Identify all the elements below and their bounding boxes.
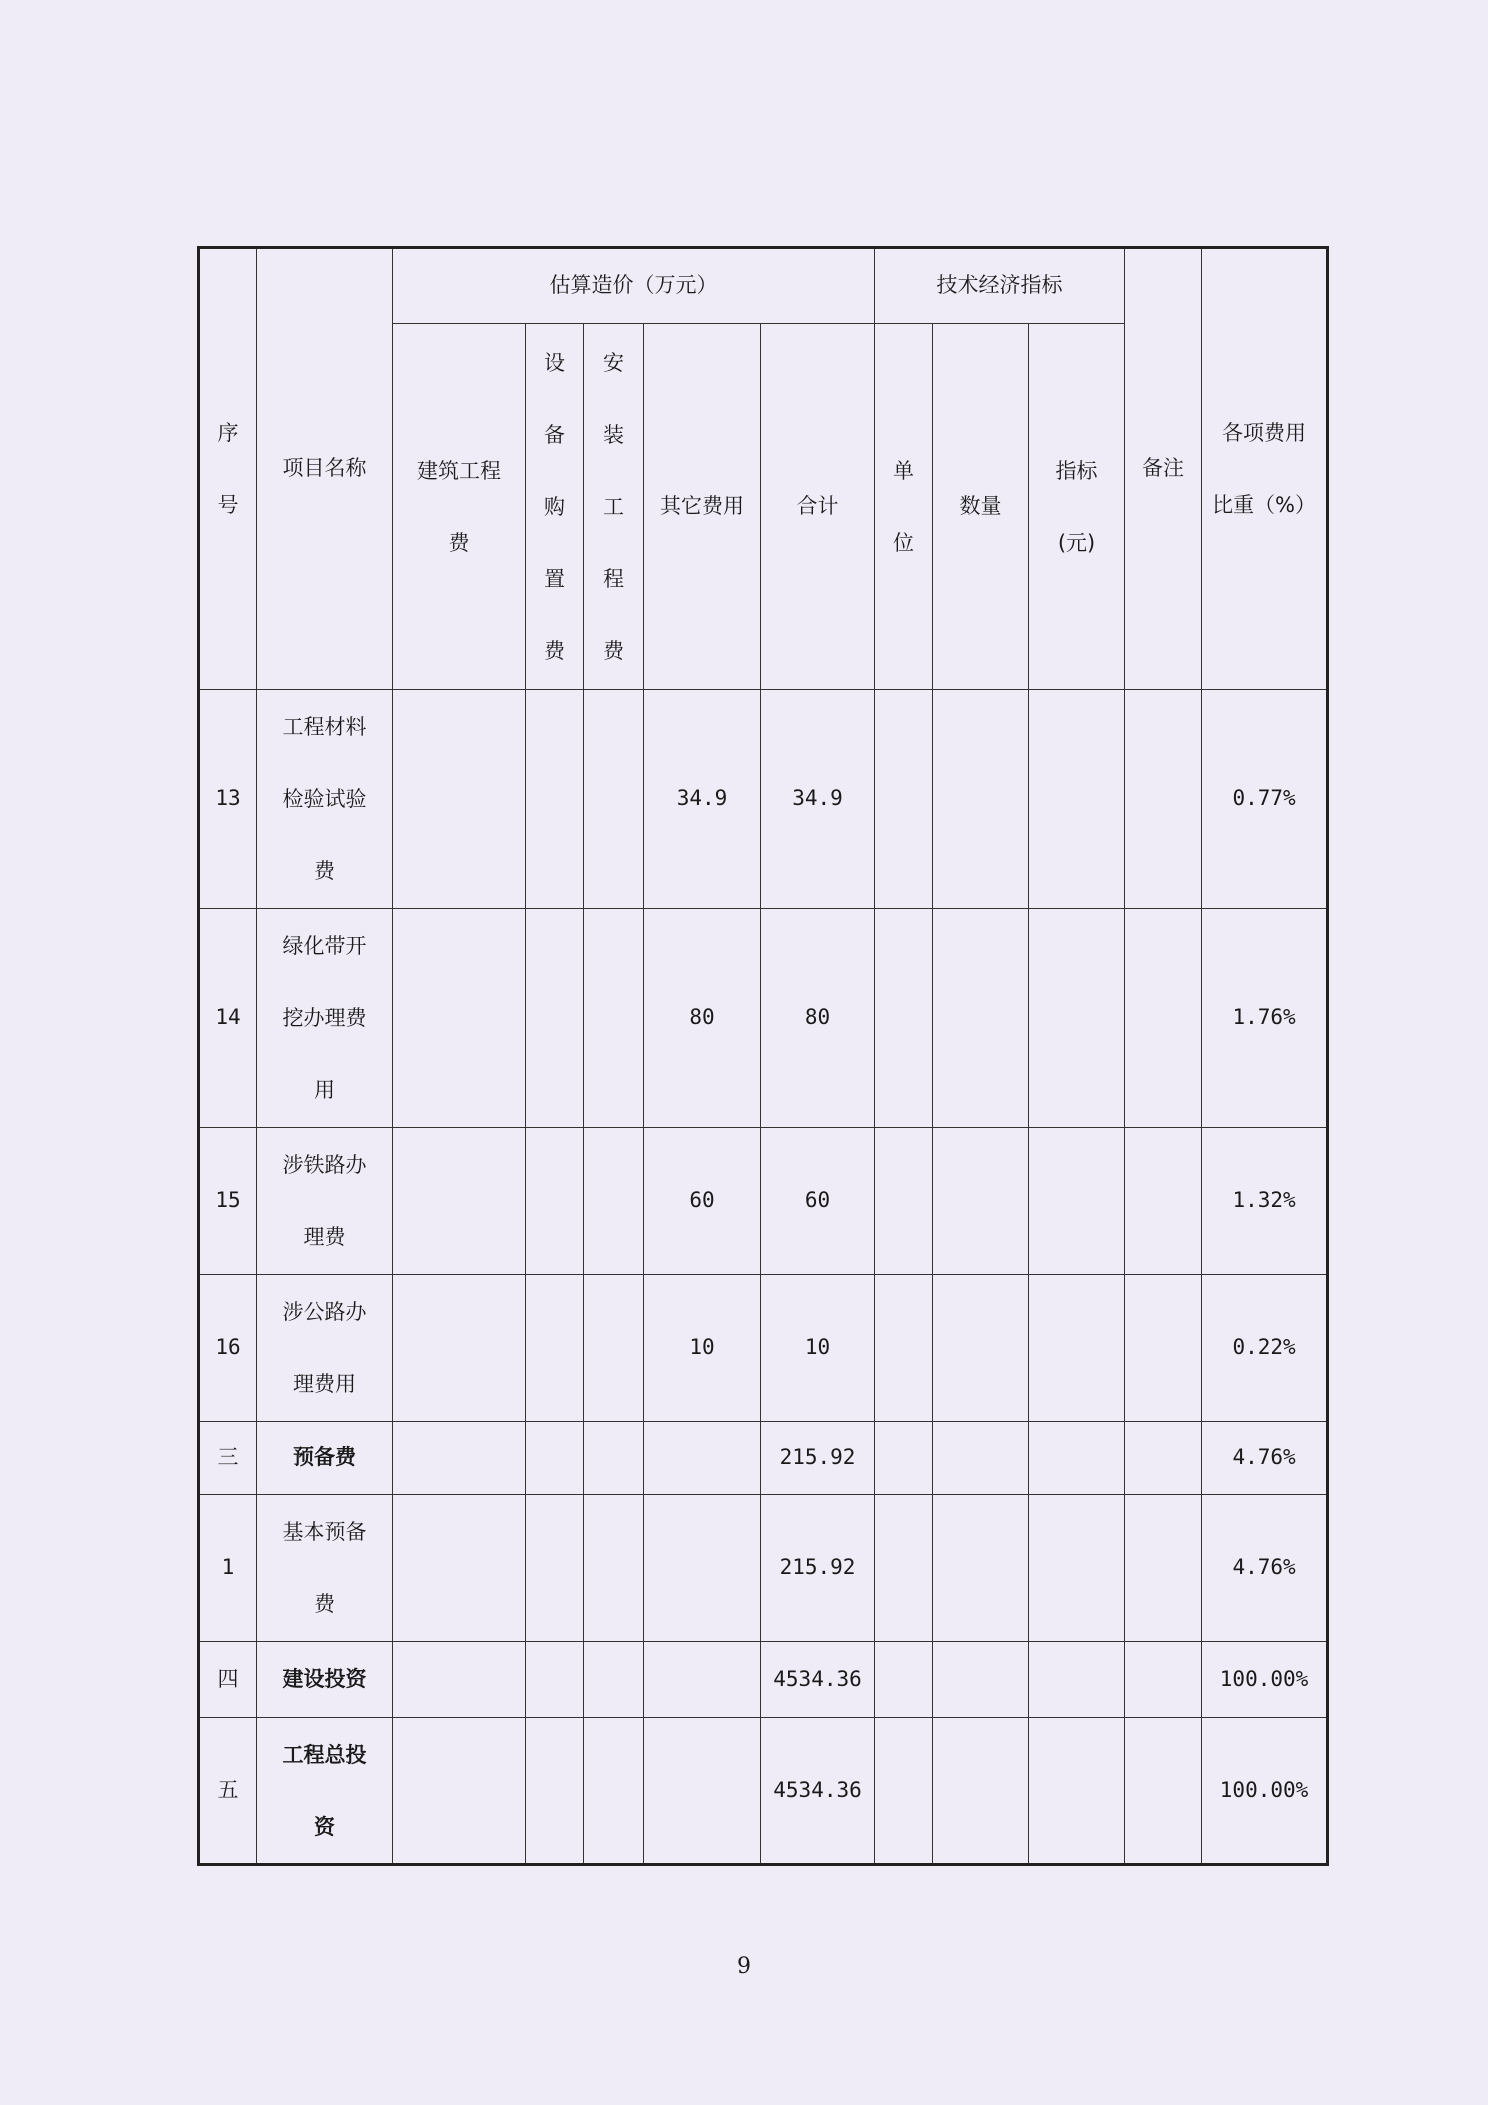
row-install-cell [584,1275,644,1422]
row-install-cell [584,1128,644,1275]
row-unit-cell [875,909,933,1128]
row-quantity-cell [933,909,1029,1128]
table-row [199,1128,1328,1275]
row-index-cell [1029,1495,1125,1642]
row-index-cell [1029,1718,1125,1865]
row-seq: 1 [199,1495,257,1642]
unit-header: 单 位 [875,324,933,690]
other-cost-header: 其它费用 [644,324,761,690]
row-cost-share: 0.77% [1202,690,1328,909]
row-project-name: 建设投资 [257,1642,393,1718]
row-seq: 四 [199,1642,257,1718]
row-quantity-cell [933,1275,1029,1422]
row-other-cost: 60 [644,1128,761,1275]
row-index-cell [1029,1642,1125,1718]
cost-estimate-table [197,246,1329,1866]
row-quantity-cell [933,1128,1029,1275]
quantity-header: 数量 [933,324,1029,690]
row-construction-cell [393,1495,526,1642]
row-quantity-cell [933,1642,1029,1718]
row-cost-share: 1.32% [1202,1128,1328,1275]
row-unit-cell [875,1642,933,1718]
row-seq: 15 [199,1128,257,1275]
row-project-name: 工程材料 检验试验 费 [257,690,393,909]
table-row [199,1718,1328,1865]
equipment-cost-header: 设 备 购 置 费 [526,324,584,690]
row-equipment-cell [526,1642,584,1718]
installation-cost-header: 安 装 工 程 费 [584,324,644,690]
row-seq: 三 [199,1422,257,1495]
row-index-cell [1029,1422,1125,1495]
cost-share-header: 各项费用 比重（%） [1202,248,1328,690]
row-cost-share: 4.76% [1202,1495,1328,1642]
row-remark-cell [1125,1495,1202,1642]
construction-cost-header: 建筑工程 费 [393,324,526,690]
row-other-cost: 80 [644,909,761,1128]
row-other-cost [644,1642,761,1718]
table-row [199,1422,1328,1495]
row-construction-cell [393,1275,526,1422]
row-other-cost [644,1718,761,1865]
header-row-1 [199,248,1328,324]
row-unit-cell [875,1422,933,1495]
row-construction-cell [393,1422,526,1495]
row-project-name: 预备费 [257,1422,393,1495]
row-total: 4534.36 [761,1642,875,1718]
row-unit-cell [875,1275,933,1422]
row-index-cell [1029,1275,1125,1422]
row-other-cost: 10 [644,1275,761,1422]
row-quantity-cell [933,1718,1029,1865]
index-header: 指标 (元) [1029,324,1125,690]
row-index-cell [1029,909,1125,1128]
row-remark-cell [1125,690,1202,909]
row-construction-cell [393,909,526,1128]
table-row [199,1275,1328,1422]
row-remark-cell [1125,1422,1202,1495]
row-total: 80 [761,909,875,1128]
row-equipment-cell [526,1128,584,1275]
row-install-cell [584,1495,644,1642]
seq-header: 序 号 [199,248,257,690]
row-install-cell [584,1718,644,1865]
row-cost-share: 100.00% [1202,1642,1328,1718]
remark-header: 备注 [1125,248,1202,690]
total-header: 合计 [761,324,875,690]
row-cost-share: 4.76% [1202,1422,1328,1495]
row-total: 60 [761,1128,875,1275]
row-index-cell [1029,690,1125,909]
row-seq: 五 [199,1718,257,1865]
row-install-cell [584,1642,644,1718]
row-total: 215.92 [761,1422,875,1495]
row-cost-share: 100.00% [1202,1718,1328,1865]
row-seq: 16 [199,1275,257,1422]
estimate-group-header: 估算造价（万元） [393,248,875,324]
table-row [199,1495,1328,1642]
row-remark-cell [1125,1718,1202,1865]
row-total: 34.9 [761,690,875,909]
tech-econ-group-header: 技术经济指标 [875,248,1125,324]
row-unit-cell [875,1495,933,1642]
row-equipment-cell [526,1422,584,1495]
row-equipment-cell [526,909,584,1128]
row-unit-cell [875,690,933,909]
row-seq: 14 [199,909,257,1128]
row-equipment-cell [526,690,584,909]
row-construction-cell [393,1718,526,1865]
row-total: 10 [761,1275,875,1422]
table-row [199,1642,1328,1718]
row-construction-cell [393,690,526,909]
table-row [199,690,1328,909]
row-other-cost [644,1422,761,1495]
row-total: 215.92 [761,1495,875,1642]
row-index-cell [1029,1128,1125,1275]
project-name-header: 项目名称 [257,248,393,690]
row-construction-cell [393,1128,526,1275]
row-equipment-cell [526,1495,584,1642]
row-project-name: 基本预备 费 [257,1495,393,1642]
row-cost-share: 1.76% [1202,909,1328,1128]
row-project-name: 涉公路办 理费用 [257,1275,393,1422]
row-seq: 13 [199,690,257,909]
row-quantity-cell [933,1422,1029,1495]
row-remark-cell [1125,909,1202,1128]
row-quantity-cell [933,690,1029,909]
row-unit-cell [875,1128,933,1275]
row-equipment-cell [526,1718,584,1865]
row-install-cell [584,690,644,909]
row-install-cell [584,909,644,1128]
row-install-cell [584,1422,644,1495]
row-unit-cell [875,1718,933,1865]
row-project-name: 工程总投 资 [257,1718,393,1865]
row-project-name: 绿化带开 挖办理费 用 [257,909,393,1128]
row-equipment-cell [526,1275,584,1422]
row-other-cost: 34.9 [644,690,761,909]
page-number: 9 [737,1954,751,1979]
row-total: 4534.36 [761,1718,875,1865]
row-project-name: 涉铁路办 理费 [257,1128,393,1275]
table-row [199,909,1328,1128]
row-remark-cell [1125,1275,1202,1422]
row-other-cost [644,1495,761,1642]
row-remark-cell [1125,1642,1202,1718]
row-quantity-cell [933,1495,1029,1642]
row-cost-share: 0.22% [1202,1275,1328,1422]
row-remark-cell [1125,1128,1202,1275]
row-construction-cell [393,1642,526,1718]
